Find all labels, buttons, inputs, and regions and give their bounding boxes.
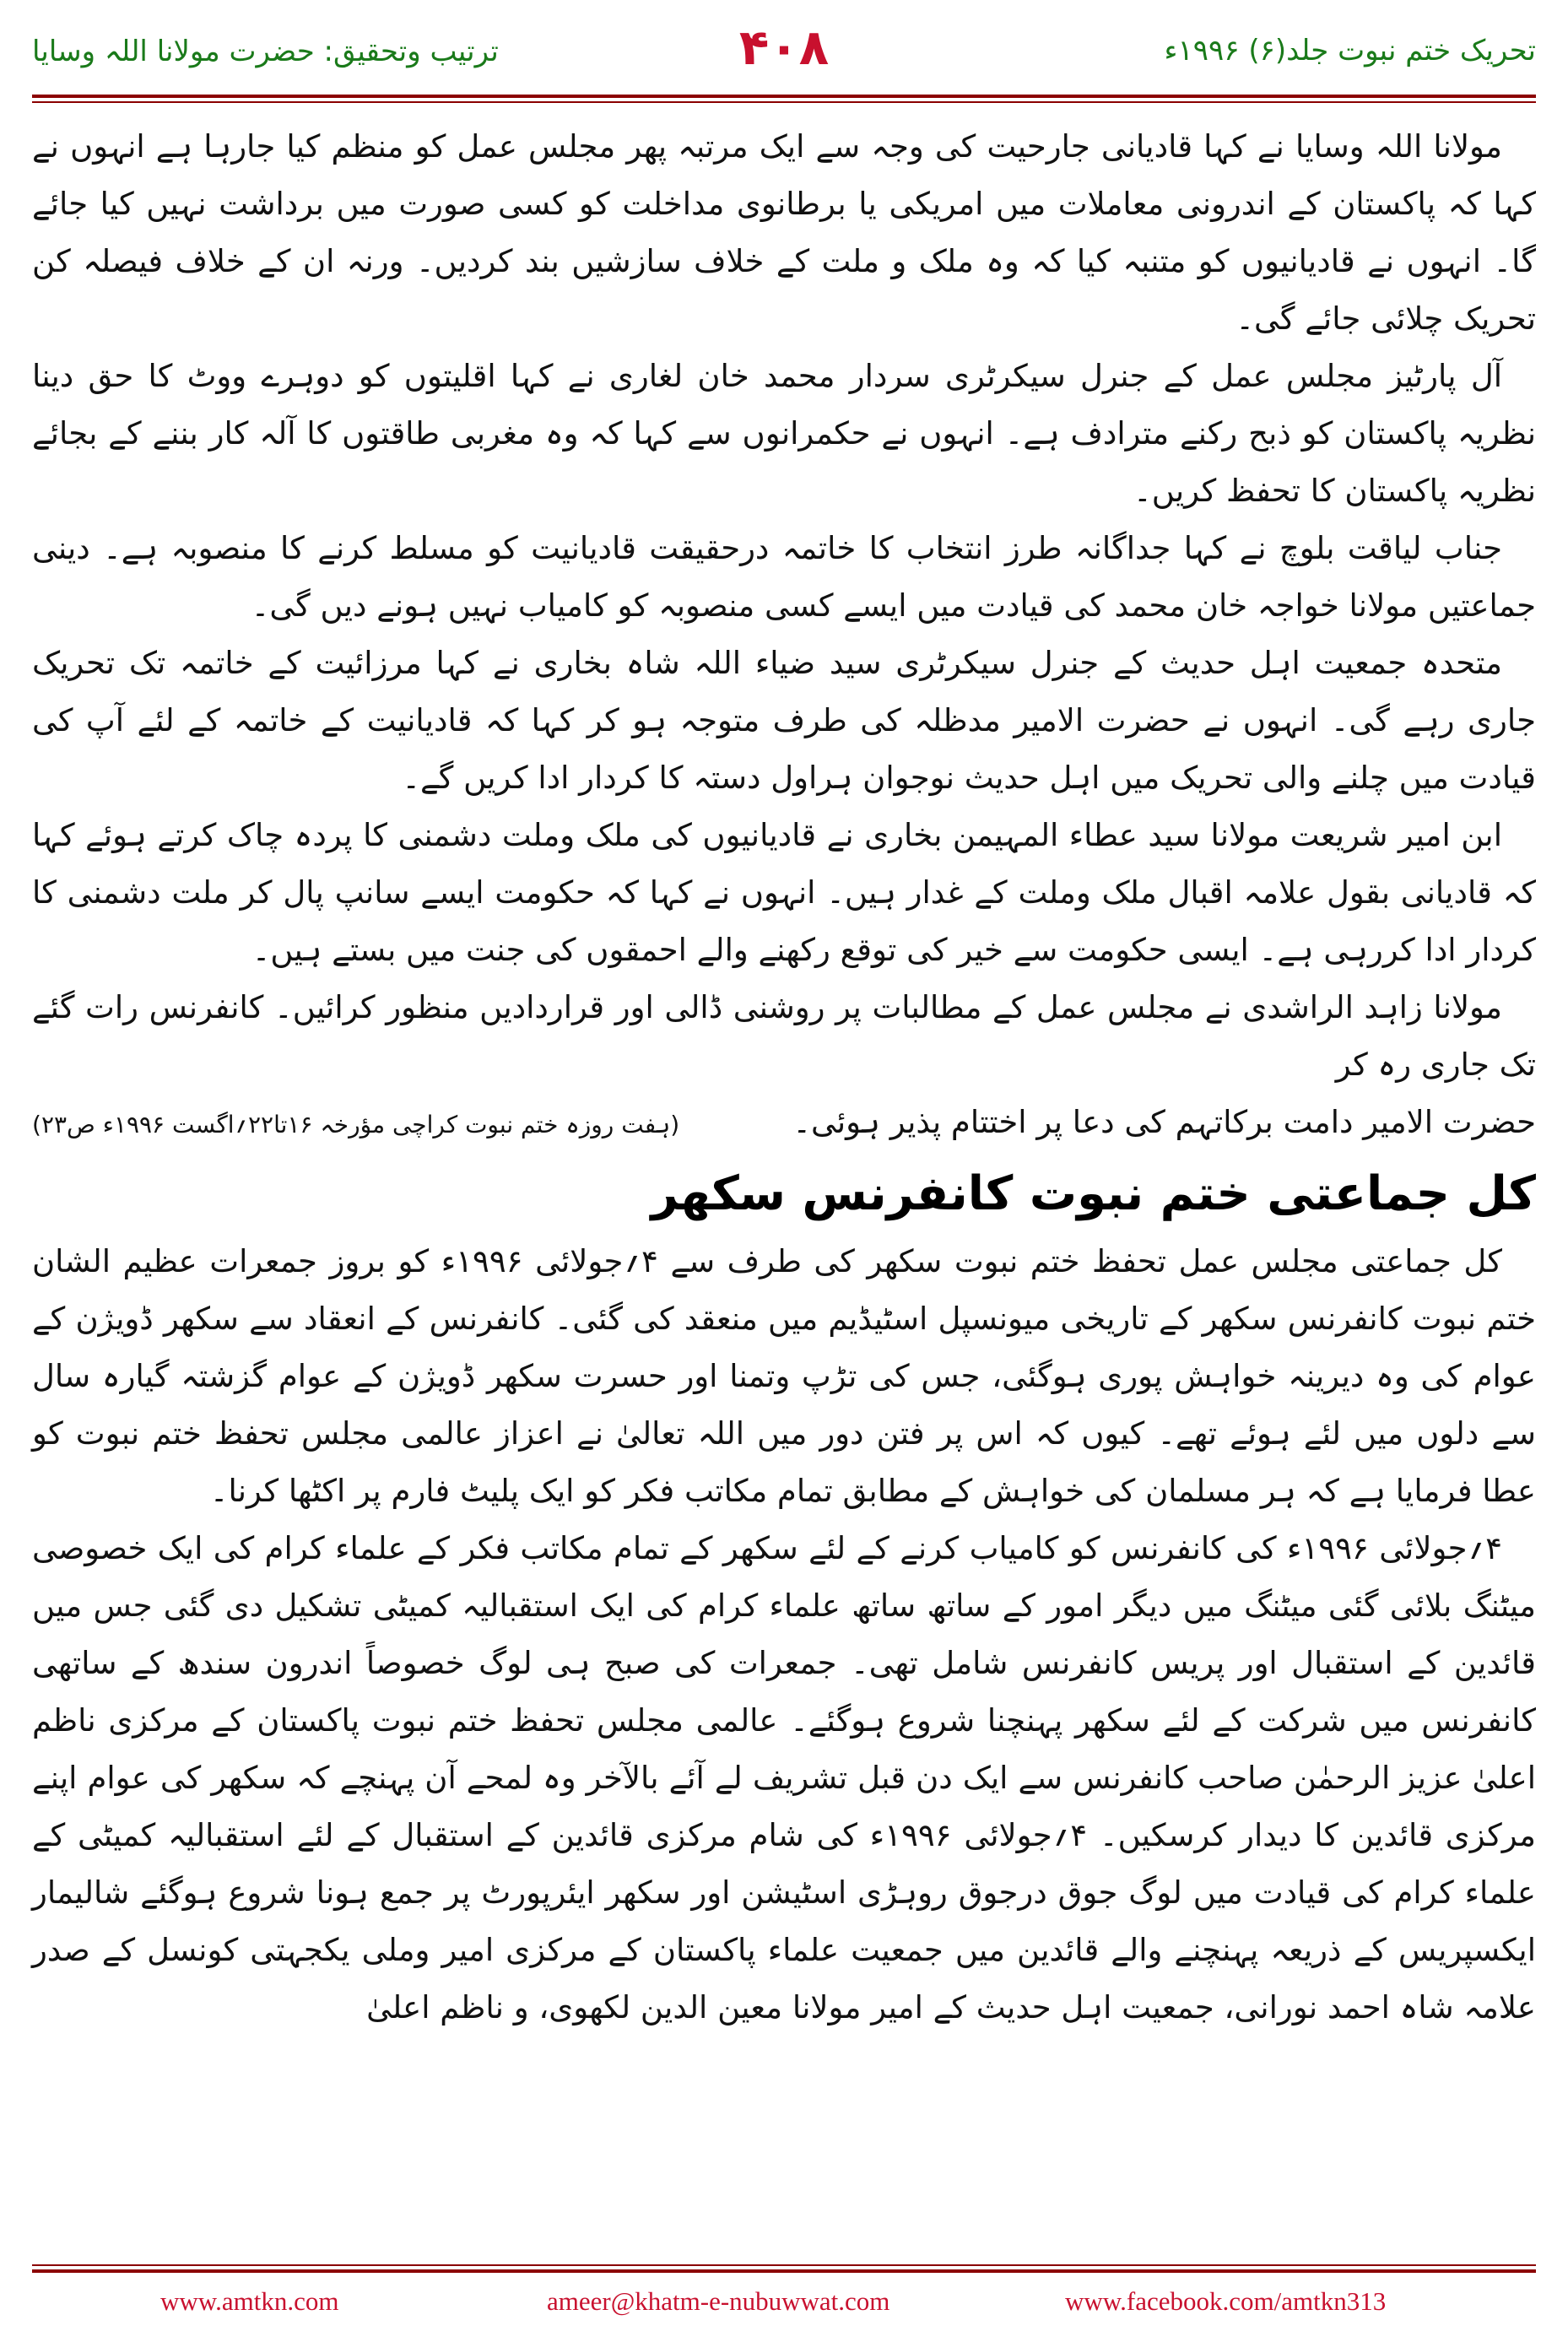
paragraph: کل جماعتی مجلس عمل تحفظ ختم نبوت سکھر کی طرف سے ۴؍جولائی ۱۹۹۶ء کو بروز جمعرات عظیم الشان ختم نبوت کانفرنس سکھر کے تاریخی میونسپل اسٹیڈیم میں منعقد کی گئی۔ کانفرنس کے انعقاد سے سکھر ڈویژن کے عوام کی وہ دیرینہ خواہش پوری ہوگئی، جس کی تڑپ وتمنا اور حسرت سکھر ڈویژن کے عوام گزشتہ گیارہ سال سے دلوں میں لئے ہوئے تھے۔ کیوں کہ اس پر فتن دور میں اللہ تعالیٰ نے اعزاز عالمی مجلس تحفظ ختم نبوت کو عطا فرمایا ہے کہ ہر مسلمان کی خواہش کے مطابق تمام مکاتب فکر کو ایک پلیٹ فارم پر اکٹھا کرنا۔ [32,1243,1536,1509]
citation: (ہفت روزہ ختم نبوت کراچی مؤرخہ ۱۶تا۲۲؍اگست ۱۹۹۶ء ص۲۳) [32,1111,680,1139]
paragraph: متحدہ جمعیت اہل حدیث کے جنرل سیکرٹری سید ضیاء اللہ شاہ بخاری نے کہا مرزائیت کے خاتمہ تک تحریک جاری رہے گی۔ انہوں نے حضرت الامیر مدظلہ کی طرف متوجہ ہو کر کہا کہ قادیانیت کے خاتمہ کے لئے آپ کی قیادت میں چلنے والی تحریک میں اہل حدیث نوجوان ہراول دستہ کا کردار ادا کریں گے۔ [32,645,1536,796]
page-number: ۴۰۸ [738,19,830,76]
header-compiler: ترتیب وتحقیق: حضرت مولانا اللہ وسایا [32,35,499,68]
paragraph: جناب لیاقت بلوچ نے کہا جداگانہ طرز انتخاب کا خاتمہ درحقیقت قادیانیت کو مسلط کرنے کا منصوبہ ہے۔ دینی جماعتیں مولانا خواجہ خان محمد کی قیادت میں ایسے کسی منصوبہ کو کامیاب نہیں ہونے دیں گی۔ [32,530,1536,624]
website-link[interactable]: www.amtkn.com [160,2286,339,2316]
page-footer [0,2264,1568,2342]
closing-line [32,1094,1536,1154]
header-book-title: تحریک ختم نبوت جلد(۶) ۱۹۹۶ء [1164,34,1536,68]
closing-text: حضرت الامیر دامت برکاتہم کی دعا پر اختتام پذیر ہوئی۔ [792,1104,1536,1140]
page-body [32,118,1536,2232]
paragraph: ۴؍جولائی ۱۹۹۶ء کی کانفرنس کو کامیاب کرنے کے لئے سکھر کے تمام مکاتب فکر کے علماء کرام کی ایک خصوصی میٹنگ بلائی گئی میٹنگ میں دیگر امور کے ساتھ ساتھ علماء کرام کی ایک استقبالیہ کمیٹی تشکیل دی گئی جس میں قائدین کے استقبال اور پریس کانفرنس شامل تھی۔ جمعرات کی صبح ہی لوگ خصوصاً اندرون سندھ کے ساتھی کانفرنس میں شرکت کے لئے سکھر پہنچنا شروع ہوگئے۔ عالمی مجلس تحفظ ختم نبوت پاکستان کے مرکزی ناظم اعلیٰ عزیز الرحمٰن صاحب کانفرنس سے ایک دن قبل تشریف لے آئے بالآخر وہ لمحے آن پہنچے کہ سکھر کی عوام اپنے مرکزی قائدین کا دیدار کرسکیں۔ ۴؍جولائی ۱۹۹۶ء کی شام مرکزی قائدین کے استقبال کے لئے استقبالیہ کمیٹی کے علماء کرام کی قیادت میں لوگ جوق درجوق روہڑی اسٹیشن اور سکھر ایئرپورٹ پر جمع ہونا شروع ہوگئے شالیمار ایکسپریس کے ذریعہ پہنچنے والے قائدین میں جمعیت علماء پاکستان کے مرکزی امیر وملی یکجہتی کونسل کے صدر علامہ شاہ احمد نورانی، جمعیت اہل حدیث کے امیر مولانا معین الدین لکھوی، و ناظم اعلیٰ [32,1530,1536,2026]
footer-rule-thin [32,2264,1536,2266]
facebook-link[interactable]: www.facebook.com/amtkn313 [1065,2286,1387,2316]
paragraph: آل پارٹیز مجلس عمل کے جنرل سیکرٹری سردار محمد خان لغاری نے کہا اقلیتوں کو دوہرے ووٹ کا حق دینا نظریہ پاکستان کو ذبح رکنے مترادف ہے۔ انہوں نے حکمرانوں سے کہا کہ وہ مغربی طاقتوں کا آلہ کار بننے کے بجائے نظریہ پاکستان کا تحفظ کریں۔ [32,358,1536,509]
paragraph: مولانا اللہ وسایا نے کہا قادیانی جارحیت کی وجہ سے ایک مرتبہ پھر مجلس عمل کو منظم کیا جارہا ہے انہوں نے کہا کہ پاکستان کے اندرونی معاملات میں امریکی یا برطانوی مداخلت کو کسی صورت میں برداشت نہیں کیا جائے گا۔ انہوں نے قادیانیوں کو متنبہ کیا کہ وہ ملک و ملت کے خلاف سازشیں بند کردیں۔ ورنہ ان کے خلاف فیصلہ کن تحریک چلائی جائے گی۔ [32,128,1536,337]
paragraph: مولانا زاہد الراشدی نے مجلس عمل کے مطالبات پر روشنی ڈالی اور قراردادیں منظور کرائیں۔ کانفرنس رات گئے تک جاری رہ کر [32,989,1536,1083]
email-link[interactable]: ameer@khatm-e-nubuwwat.com [547,2286,890,2316]
section-heading: کل جماعتی ختم نبوت کانفرنس سکھر [651,1166,1536,1221]
paragraph: ابن امیر شریعت مولانا سید عطاء المہیمن بخاری نے قادیانیوں کی ملک وملت دشمنی کا پردہ چاک کرتے ہوئے کہا کہ قادیانی بقول علامہ اقبال ملک وملت کے غدار ہیں۔ انہوں نے کہا کہ حکومت ایسے سانپ پال کر ملت دشمنی کا کردار ادا کررہی ہے۔ ایسی حکومت سے خیر کی توقع رکھنے والے احمقوں کی جنت میں بستے ہیں۔ [32,817,1536,968]
header-rule [32,95,1536,98]
footer-rule [32,2269,1536,2273]
page-header [0,0,1568,100]
header-rule-thin [32,101,1536,103]
